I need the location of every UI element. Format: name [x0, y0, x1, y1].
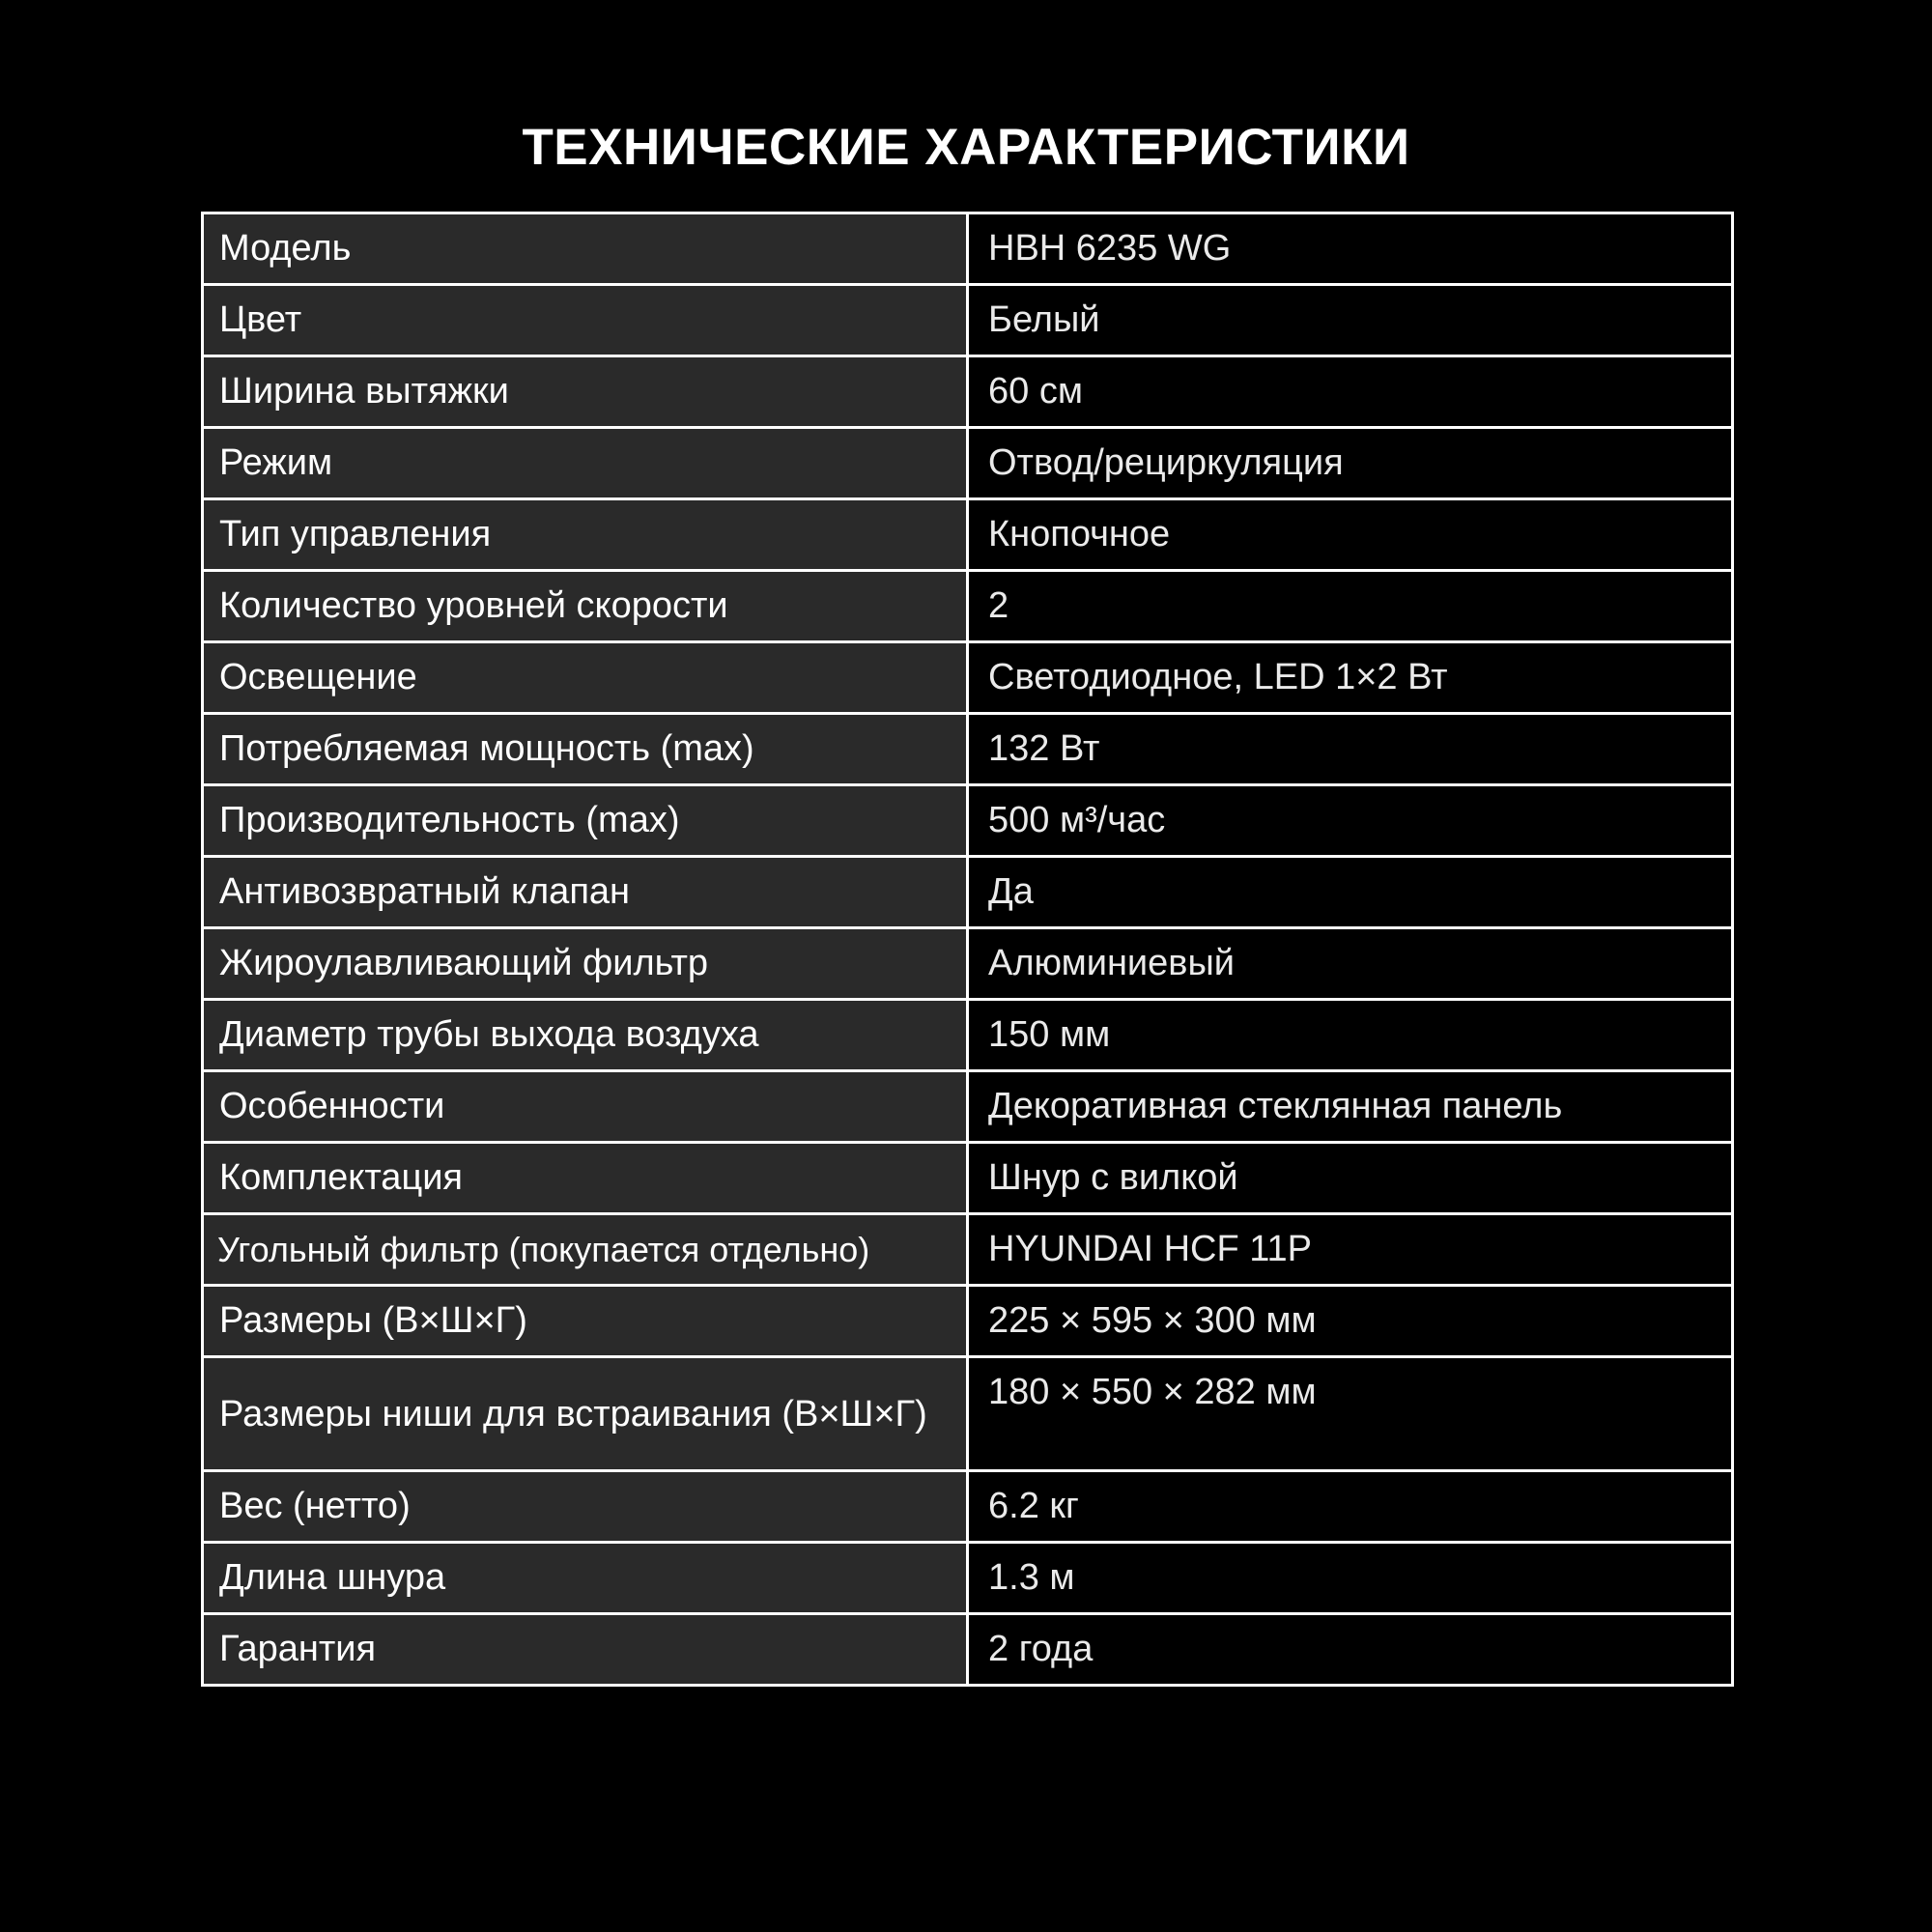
spec-label: Модель: [203, 213, 968, 285]
spec-label: Производительность (max): [203, 785, 968, 857]
table-row: [203, 1286, 1733, 1357]
spec-label: Тип управления: [203, 499, 968, 571]
table-row: [203, 714, 1733, 785]
spec-value: 180 × 550 × 282 мм: [968, 1357, 1733, 1471]
table-row: [203, 1143, 1733, 1214]
table-row: [203, 1543, 1733, 1614]
spec-label: Вес (нетто): [203, 1471, 968, 1543]
spec-value: Отвод/рециркуляция: [968, 428, 1733, 499]
specs-table: [201, 212, 1734, 1687]
spec-label: Гарантия: [203, 1614, 968, 1686]
table-row: [203, 428, 1733, 499]
spec-label: Особенности: [203, 1071, 968, 1143]
spec-label: Размеры ниши для встраивания (В×Ш×Г): [203, 1357, 968, 1471]
table-row: [203, 1071, 1733, 1143]
spec-label: Потребляемая мощность (max): [203, 714, 968, 785]
spec-value: 60 см: [968, 356, 1733, 428]
spec-value: 225 × 595 × 300 мм: [968, 1286, 1733, 1357]
spec-value: Декоративная стеклянная панель: [968, 1071, 1733, 1143]
table-row: [203, 642, 1733, 714]
spec-value: HBH 6235 WG: [968, 213, 1733, 285]
spec-label: Количество уровней скорости: [203, 571, 968, 642]
table-row: [203, 356, 1733, 428]
spec-label: Комплектация: [203, 1143, 968, 1214]
spec-label: Длина шнура: [203, 1543, 968, 1614]
table-row: [203, 857, 1733, 928]
spec-label: Угольный фильтр (покупается отдельно): [203, 1214, 968, 1286]
spec-value: Алюминиевый: [968, 928, 1733, 1000]
table-row: [203, 213, 1733, 285]
table-row: [203, 285, 1733, 356]
spec-value: Да: [968, 857, 1733, 928]
spec-value: 1.3 м: [968, 1543, 1733, 1614]
spec-label: Режим: [203, 428, 968, 499]
spec-value: 132 Вт: [968, 714, 1733, 785]
page-title: ТЕХНИЧЕСКИЕ ХАРАКТЕРИСТИКИ: [522, 119, 1410, 176]
spec-value: Кнопочное: [968, 499, 1733, 571]
spec-value: 500 м³/час: [968, 785, 1733, 857]
spec-label: Цвет: [203, 285, 968, 356]
spec-value: Шнур с вилкой: [968, 1143, 1733, 1214]
spec-value: 2 года: [968, 1614, 1733, 1686]
table-row: [203, 785, 1733, 857]
table-row: [203, 1214, 1733, 1286]
table-row: [203, 1000, 1733, 1071]
table-row: [203, 1357, 1733, 1471]
table-row: [203, 1471, 1733, 1543]
spec-label: Ширина вытяжки: [203, 356, 968, 428]
spec-label: Жироулавливающий фильтр: [203, 928, 968, 1000]
spec-value: 2: [968, 571, 1733, 642]
spec-label: Размеры (В×Ш×Г): [203, 1286, 968, 1357]
table-row: [203, 928, 1733, 1000]
spec-value: 6.2 кг: [968, 1471, 1733, 1543]
spec-label: Антивозвратный клапан: [203, 857, 968, 928]
spec-value: Светодиодное, LED 1×2 Вт: [968, 642, 1733, 714]
spec-label: Освещение: [203, 642, 968, 714]
table-row: [203, 1614, 1733, 1686]
spec-value: Белый: [968, 285, 1733, 356]
spec-label: Диаметр трубы выхода воздуха: [203, 1000, 968, 1071]
table-row: [203, 571, 1733, 642]
spec-value: HYUNDAI HCF 11P: [968, 1214, 1733, 1286]
table-row: [203, 499, 1733, 571]
spec-value: 150 мм: [968, 1000, 1733, 1071]
